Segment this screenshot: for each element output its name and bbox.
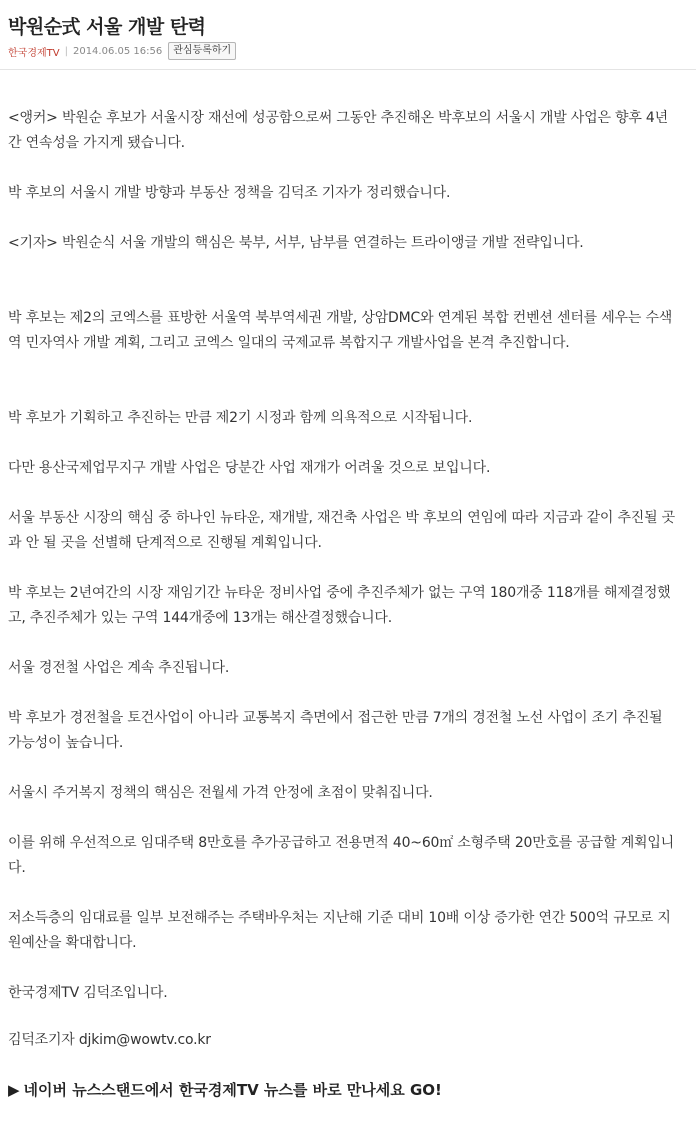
- paragraph: 서울 부동산 시장의 핵심 중 하나인 뉴타운, 재개발, 재건축 사업은 박 후보의 연임에 따라 지금과 같이 추진될 곳과 안 될 곳을 선별해 단계적으로 진행될 계획입니다.: [8, 510, 676, 551]
- play-arrow-icon: ▶: [8, 1081, 20, 1099]
- publish-date: 2014.06.05 16:56: [72, 45, 163, 57]
- newsstand-promo-link[interactable]: [8, 1078, 680, 1103]
- paragraph: 서울시 주거복지 정책의 핵심은 전월세 가격 안정에 초점이 맞춰집니다.: [8, 785, 433, 801]
- header-divider: [0, 69, 696, 70]
- promo-text: 네이버 뉴스스탠드에서 한국경제TV 뉴스를 바로 만나세요 GO!: [23, 1081, 442, 1099]
- paragraph: 서울 경전철 사업은 계속 추진됩니다.: [8, 660, 230, 676]
- press-name[interactable]: 한국경제TV: [8, 47, 60, 59]
- reporter-signoff: 한국경제TV 김덕조입니다.: [8, 985, 168, 1001]
- paragraph: <앵커> 박원순 후보가 서울시장 재선에 성공함으로써 그동안 추진해온 박후보의 서울시 개발 사업은 향후 4년간 연속성을 가지게 됐습니다.: [8, 110, 668, 151]
- paragraph: 박 후보는 2년여간의 시장 재임기간 뉴타운 정비사업 중에 추진주체가 없는 구역 180개중 118개를 해제결정했고, 추진주체가 있는 구역 144개중에 13개는 해산결정했습니다.: [8, 585, 671, 626]
- paragraph: 박 후보가 기획하고 추진하는 만큼 제2기 시정과 함께 의욕적으로 시작됩니다.: [8, 410, 473, 426]
- reporter-email: 김덕조기자 djkim@wowtv.co.kr: [8, 1032, 211, 1048]
- article-title: 박원순式 서울 개발 탄력: [8, 16, 206, 38]
- article-meta: [8, 41, 236, 61]
- paragraph: 저소득층의 임대료를 일부 보전해주는 주택바우처는 지난해 기준 대비 10배 이상 증가한 연간 500억 규모로 지원예산을 확대합니다.: [8, 910, 671, 951]
- paragraph: <기자> 박원순식 서울 개발의 핵심은 북부, 서부, 남부를 연결하는 트라이앵글 개발 전략입니다.: [8, 235, 584, 251]
- paragraph: 이를 위해 우선적으로 임대주택 8만호를 추가공급하고 전용면적 40~60㎡ 소형주택 20만호를 공급할 계획입니다.: [8, 835, 674, 876]
- meta-separator: |: [64, 45, 68, 57]
- paragraph: 박 후보의 서울시 개발 방향과 부동산 정책을 김덕조 기자가 정리했습니다.: [8, 185, 451, 201]
- paragraph: 다만 용산국제업무지구 개발 사업은 당분간 사업 재개가 어려울 것으로 보입니다.: [8, 460, 491, 476]
- paragraph: 박 후보가 경전철을 토건사업이 아니라 교통복지 측면에서 접근한 만큼 7개의 경전철 노선 사업이 조기 추진될 가능성이 높습니다.: [8, 710, 663, 751]
- follow-button[interactable]: 관심등록하기: [168, 42, 236, 60]
- paragraph: 박 후보는 제2의 코엑스를 표방한 서울역 북부역세권 개발, 상암DMC와 연계된 복합 컨벤션 센터를 세우는 수색역 민자역사 개발 계획, 그리고 코엑스 일대의 국제교류 복합지구 개발사업을 본격 추진합니다.: [8, 310, 673, 351]
